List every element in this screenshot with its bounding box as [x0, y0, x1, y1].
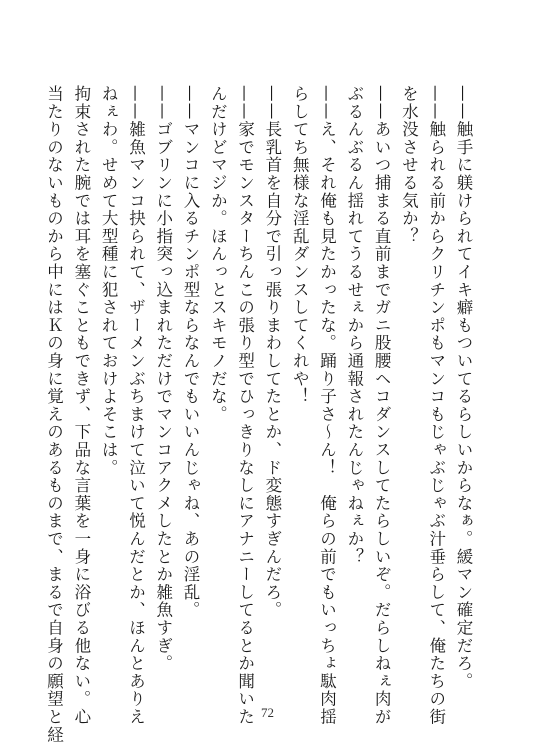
text-line: ——ゴブリンに小指突っ込まれただけでマンコアクメしたとか雑魚すぎ。	[153, 85, 173, 673]
text-line: ぶるんぶるん揺れてうるせぇから通報されたんじゃねぇか？	[344, 85, 364, 566]
text-line: ——長乳首を自分で引っ張りまわしてたとか、ド変態すぎんだろ。	[262, 85, 282, 619]
text-line: らしてち無様な淫乱ダンスしてくれや！	[290, 85, 310, 406]
text-line: ——家でモンスターちんこの張り型でひっきりなしにアナニーしてるとか聞いた	[235, 85, 255, 726]
text-line: ——マンコに入るチンポ型ならなんでもいいんじゃね、あの淫乱。	[181, 85, 201, 619]
text-line: を水没させる気か？	[399, 85, 419, 246]
text-line: 当たりのないものから中にはＫの身に覚えのあるものまで、まるで自身の願望と経	[44, 85, 64, 744]
text-line: 拘束された腕では耳を塞ぐこともできず、下品な言葉を一身に浴びる他ない。心	[71, 85, 91, 726]
text-line: ねぇわ。せめて大型種に犯されておけよそこは。	[99, 85, 119, 477]
page-number: 72	[261, 705, 274, 720]
text-line: ——あいつ捕まる直前までガニ股腰ヘコダンスしてたらしいぞ。だらしねぇ肉が	[372, 85, 392, 726]
text-line: んだけどマジか。ほんっとスキモノだな。	[208, 85, 228, 424]
text-line: ——え、それ俺も見たかったな。踊り子さ～ん！ 俺らの前でもいっちょ駄肉揺	[317, 85, 337, 726]
text-line: ——雑魚マンコ抉られて、ザーメンぶちまけて泣いて悦んだとか、ほんとありえ	[126, 85, 146, 726]
text-line: ——触られる前からクリチンポもマンコもじゃぶじゃぶ汁垂らして、俺たちの街	[426, 85, 446, 726]
text-line: ——触手に躾けられてイキ癖もついてるらしいからなぁ。緩マン確定だろ。	[454, 85, 473, 691]
